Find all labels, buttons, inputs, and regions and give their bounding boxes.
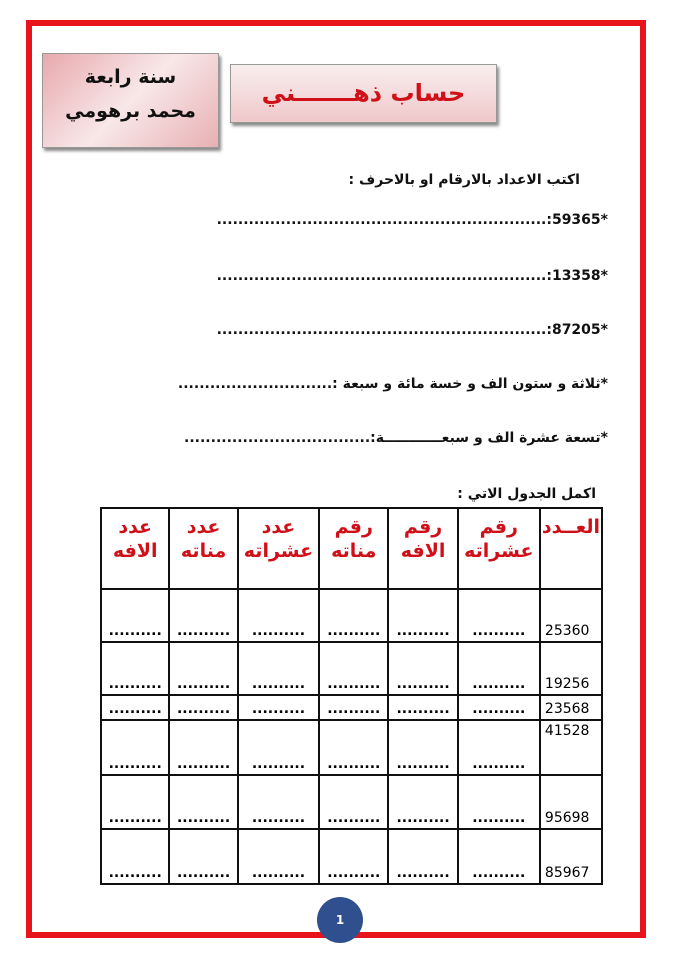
info-box xyxy=(42,53,219,148)
exercise-item: *87205:.............................................................. xyxy=(216,322,608,338)
answer-cell[interactable]: .......... xyxy=(101,642,169,695)
answer-cell[interactable]: .......... xyxy=(169,829,237,884)
answer-cell[interactable]: .......... xyxy=(169,695,237,720)
table-row xyxy=(101,695,602,720)
answer-cell[interactable]: .......... xyxy=(319,829,388,884)
answer-cell[interactable]: .......... xyxy=(169,720,237,775)
answer-cell[interactable]: .......... xyxy=(319,589,388,642)
answer-cell[interactable]: .......... xyxy=(101,720,169,775)
answer-cell[interactable]: .......... xyxy=(169,642,237,695)
answer-cell[interactable]: .......... xyxy=(388,829,457,884)
instruction-1: اكتب الاعداد بالارقام او بالاحرف : xyxy=(348,172,580,188)
title-box xyxy=(230,64,497,123)
number-cell: 23568 xyxy=(540,695,602,720)
answer-cell[interactable]: .......... xyxy=(388,775,457,829)
answer-cell[interactable]: .......... xyxy=(388,642,457,695)
answer-cell[interactable]: .......... xyxy=(169,589,237,642)
number-cell: 25360 xyxy=(540,589,602,642)
table-row xyxy=(101,720,602,775)
answer-cell[interactable]: .......... xyxy=(238,642,319,695)
answer-cell[interactable]: .......... xyxy=(238,695,319,720)
col-header: رقم الافه xyxy=(388,508,457,589)
answer-cell[interactable]: .......... xyxy=(458,775,540,829)
answer-cell[interactable]: .......... xyxy=(101,695,169,720)
table-row xyxy=(101,775,602,829)
answer-cell[interactable]: .......... xyxy=(238,829,319,884)
number-cell: 95698 xyxy=(540,775,602,829)
page-title: حساب ذهـــــــني xyxy=(261,79,466,107)
answer-cell[interactable]: .......... xyxy=(458,642,540,695)
answer-cell[interactable]: .......... xyxy=(388,589,457,642)
page-number: 1 xyxy=(317,897,363,943)
col-header: رقم عشراته xyxy=(458,508,540,589)
answer-cell[interactable]: .......... xyxy=(388,720,457,775)
number-cell: 41528 xyxy=(540,720,602,775)
exercise-item: *ثلاثة و ستون الف و خسة مائة و سبعة :............................. xyxy=(177,376,608,392)
table-header-row xyxy=(101,508,602,589)
answer-cell[interactable]: .......... xyxy=(101,775,169,829)
grade-label: سنة رابعة xyxy=(84,66,177,88)
col-header: رقم مناته xyxy=(319,508,388,589)
number-cell: 19256 xyxy=(540,642,602,695)
answer-cell[interactable]: .......... xyxy=(388,695,457,720)
answer-cell[interactable]: .......... xyxy=(238,589,319,642)
answer-cell[interactable]: .......... xyxy=(319,642,388,695)
number-cell: 85967 xyxy=(540,829,602,884)
exercise-item: *59365:.............................................................. xyxy=(216,212,608,228)
answer-cell[interactable]: .......... xyxy=(169,775,237,829)
place-value-table xyxy=(100,507,603,885)
table-row xyxy=(101,589,602,642)
answer-cell[interactable]: .......... xyxy=(458,829,540,884)
exercise-item: *تسعة عشرة الف و سبعــــــــــــة:................................... xyxy=(184,430,608,446)
table-row xyxy=(101,829,602,884)
instruction-2: اكمل الجدول الاتي : xyxy=(457,486,596,502)
exercise-item: *13358:.............................................................. xyxy=(216,268,608,284)
col-header: عدد عشراته xyxy=(238,508,319,589)
answer-cell[interactable]: .......... xyxy=(458,589,540,642)
answer-cell[interactable]: .......... xyxy=(319,695,388,720)
answer-cell[interactable]: .......... xyxy=(238,720,319,775)
answer-cell[interactable]: .......... xyxy=(238,775,319,829)
answer-cell[interactable]: .......... xyxy=(458,695,540,720)
answer-cell[interactable]: .......... xyxy=(101,829,169,884)
col-header: العــدد xyxy=(540,508,602,589)
col-header: عدد الافه xyxy=(101,508,169,589)
answer-cell[interactable]: .......... xyxy=(319,775,388,829)
answer-cell[interactable]: .......... xyxy=(319,720,388,775)
table-row xyxy=(101,642,602,695)
teacher-name: محمد برهومي xyxy=(65,100,196,122)
col-header: عدد مناته xyxy=(169,508,237,589)
answer-cell[interactable]: .......... xyxy=(101,589,169,642)
answer-cell[interactable]: .......... xyxy=(458,720,540,775)
